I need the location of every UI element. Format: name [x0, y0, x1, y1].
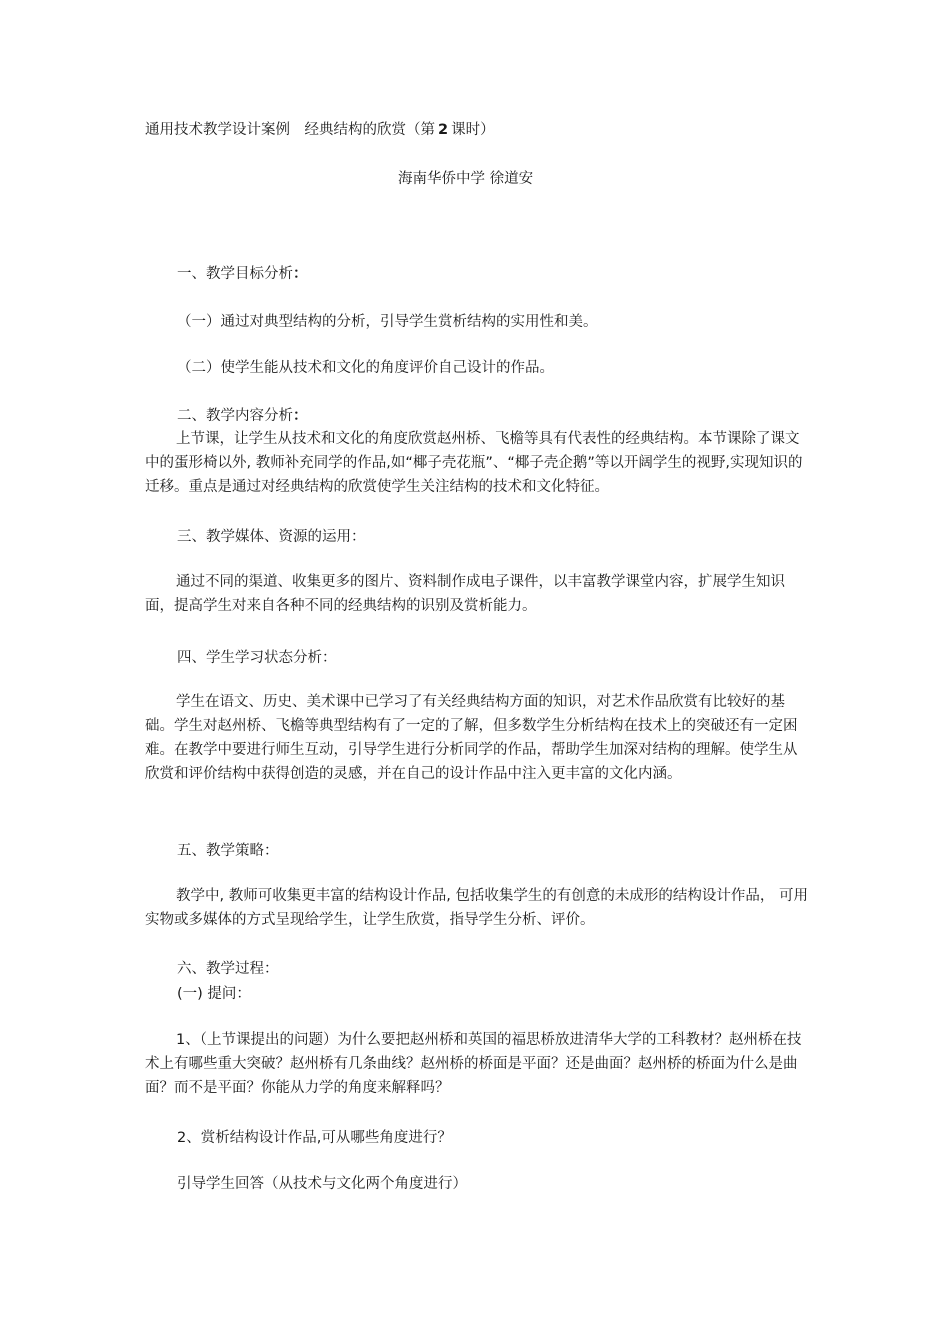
section-5-body: 教学中, 教师可收集更丰富的结构设计作品, 包括收集学生的有创意的未成形的结构设计作品， 可用实物或多媒体的方式呈现给学生，让学生欣赏，指导学生分析、评价。	[145, 888, 809, 928]
title-text: 通用技术教学设计案例 经典结构的欣赏（第	[145, 122, 435, 138]
section-4-heading: 四、学生学习状态分析：	[177, 650, 337, 666]
heading-colon: ：	[293, 266, 308, 282]
section-6-subheading: (一) 提问：	[177, 986, 251, 1002]
section-3-heading: 三、教学媒体、资源的运用：	[177, 529, 366, 545]
title-text-end: 课时）	[451, 122, 495, 138]
section-1-item-1: （一）通过对典型结构的分析，引导学生赏析结构的实用性和美。	[177, 314, 598, 330]
author-line: 海南华侨中学 徐道安	[398, 171, 534, 187]
guide-text: 引导学生回答（从技术与文化两个角度进行）	[177, 1176, 467, 1192]
section-1-heading	[177, 262, 308, 283]
section-1-item-2: （二）使学生能从技术和文化的角度评价自己设计的作品。	[177, 360, 554, 376]
heading-text: 二、教学内容分析	[177, 408, 293, 424]
section-5-heading: 五、教学策略：	[177, 843, 279, 859]
heading-text: 一、教学目标分析	[177, 266, 293, 282]
section-3-body: 通过不同的渠道、收集更多的图片、资料制作成电子课件，以丰富教学课堂内容，扩展学生知识面，提高学生对来自各种不同的经典结构的识别及赏析能力。	[145, 574, 785, 614]
title-lesson-number: 2	[438, 122, 449, 138]
heading-colon: ：	[293, 408, 308, 424]
question-2: 2、赏析结构设计作品,可从哪些角度进行？	[177, 1130, 452, 1146]
section-2-heading	[177, 404, 308, 425]
section-6-heading: 六、教学过程：	[177, 961, 279, 977]
document-title	[145, 118, 495, 139]
section-4-body: 学生在语文、历史、美术课中已学习了有关经典结构方面的知识，对艺术作品欣赏有比较好的基础。学生对赵州桥、飞檐等典型结构有了一定的了解，但多数学生分析结构在技术上的突破还有一定困难。在教学中要进行师生互动，引导学生进行分析同学的作品，帮助学生加深对结构的理解。使学生从欣赏和评价结构中获得创造的灵感，并在自己的设计作品中注入更丰富的文化内涵。	[145, 694, 798, 782]
question-1: 1、（上节课提出的问题）为什么要把赵州桥和英国的福思桥放进清华大学的工科教材？赵州桥在技术上有哪些重大突破？赵州桥有几条曲线？赵州桥的桥面是平面？还是曲面？赵州桥的桥面为什么是曲面？而不是平面？你能从力学的角度来解释吗？	[145, 1032, 802, 1096]
section-2-body: 上节课，让学生从技术和文化的角度欣赏赵州桥、飞檐等具有代表性的经典结构。本节课除了课文中的蛋形椅以外, 教师补充同学的作品,如“椰子壳花瓶”、“椰子壳企鹅”等以开阔学生的视野,实现知识的迁移。重点是通过对经典结构的欣赏使学生关注结构的技术和文化特征。	[145, 431, 803, 495]
